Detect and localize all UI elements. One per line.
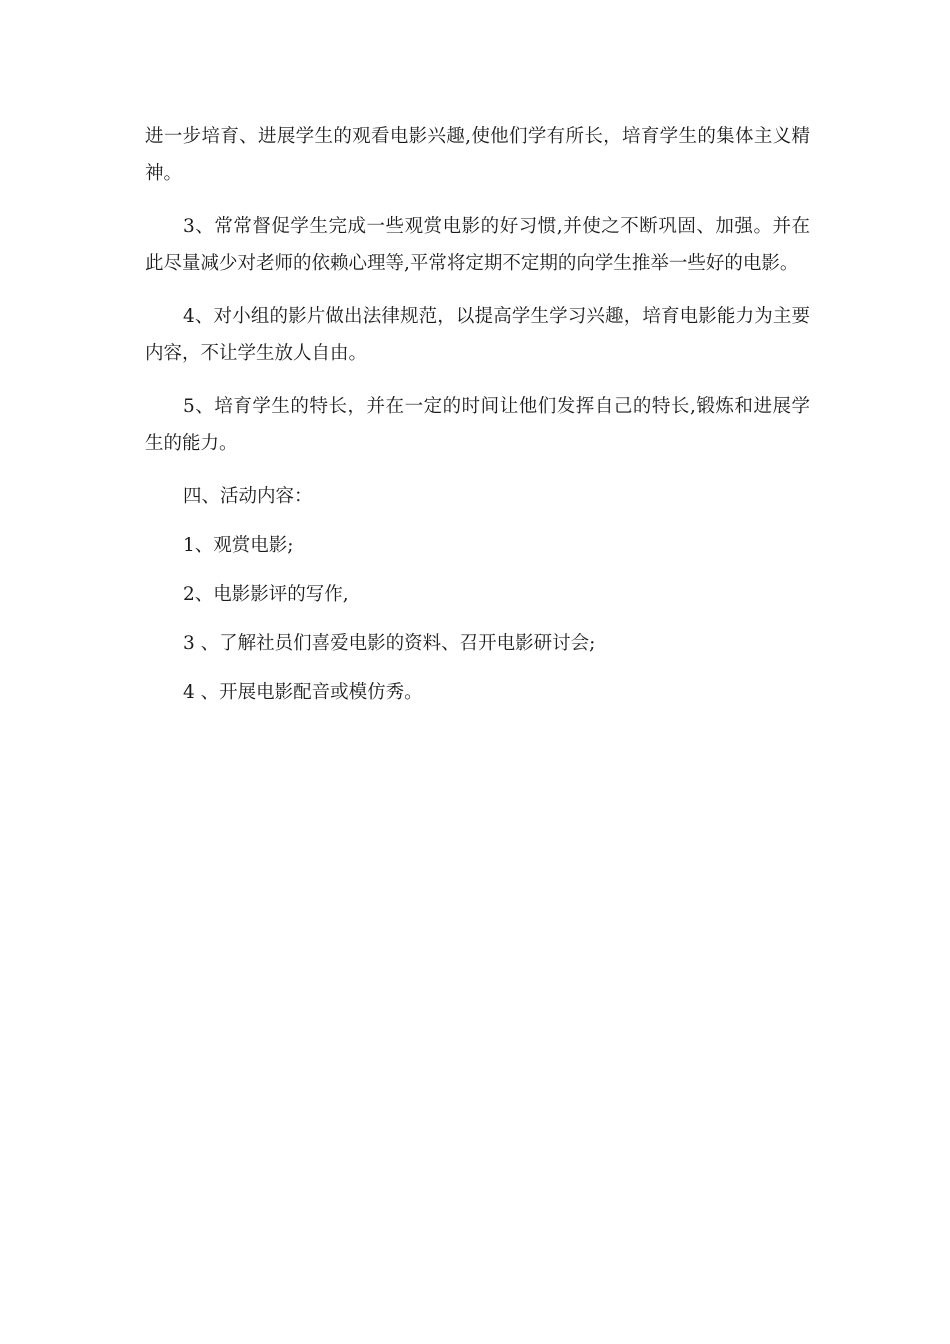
paragraph-continuation: 进一步培育、进展学生的观看电影兴趣,使他们学有所长，培育学生的集体主义精神。: [145, 126, 810, 184]
activity-item-3: 3 、了解社员们喜爱电影的资料、召开电影研讨会;: [183, 633, 596, 654]
activity-item-2: 2、电影影评的写作,: [183, 584, 349, 605]
paragraph-item-3: 3、常常督促学生完成一些观赏电影的好习惯,并使之不断巩固、加强。并在此尽量减少对老师的依赖心理等,平常将定期不定期的向学生推举一些好的电影。: [145, 216, 810, 274]
activity-item-1: 1、观赏电影;: [183, 535, 294, 556]
paragraph-item-5: 5、培育学生的特长，并在一定的时间让他们发挥自己的特长,锻炼和进展学生的能力。: [145, 396, 810, 454]
document-body: [145, 118, 810, 723]
activity-item-4: 4 、开展电影配音或模仿秀。: [183, 682, 423, 703]
section-heading-activities: 四、活动内容：: [183, 486, 313, 507]
paragraph-item-4: 4、对小组的影片做出法律规范，以提高学生学习兴趣，培育电影能力为主要内容，不让学生放人自由。: [145, 306, 810, 364]
